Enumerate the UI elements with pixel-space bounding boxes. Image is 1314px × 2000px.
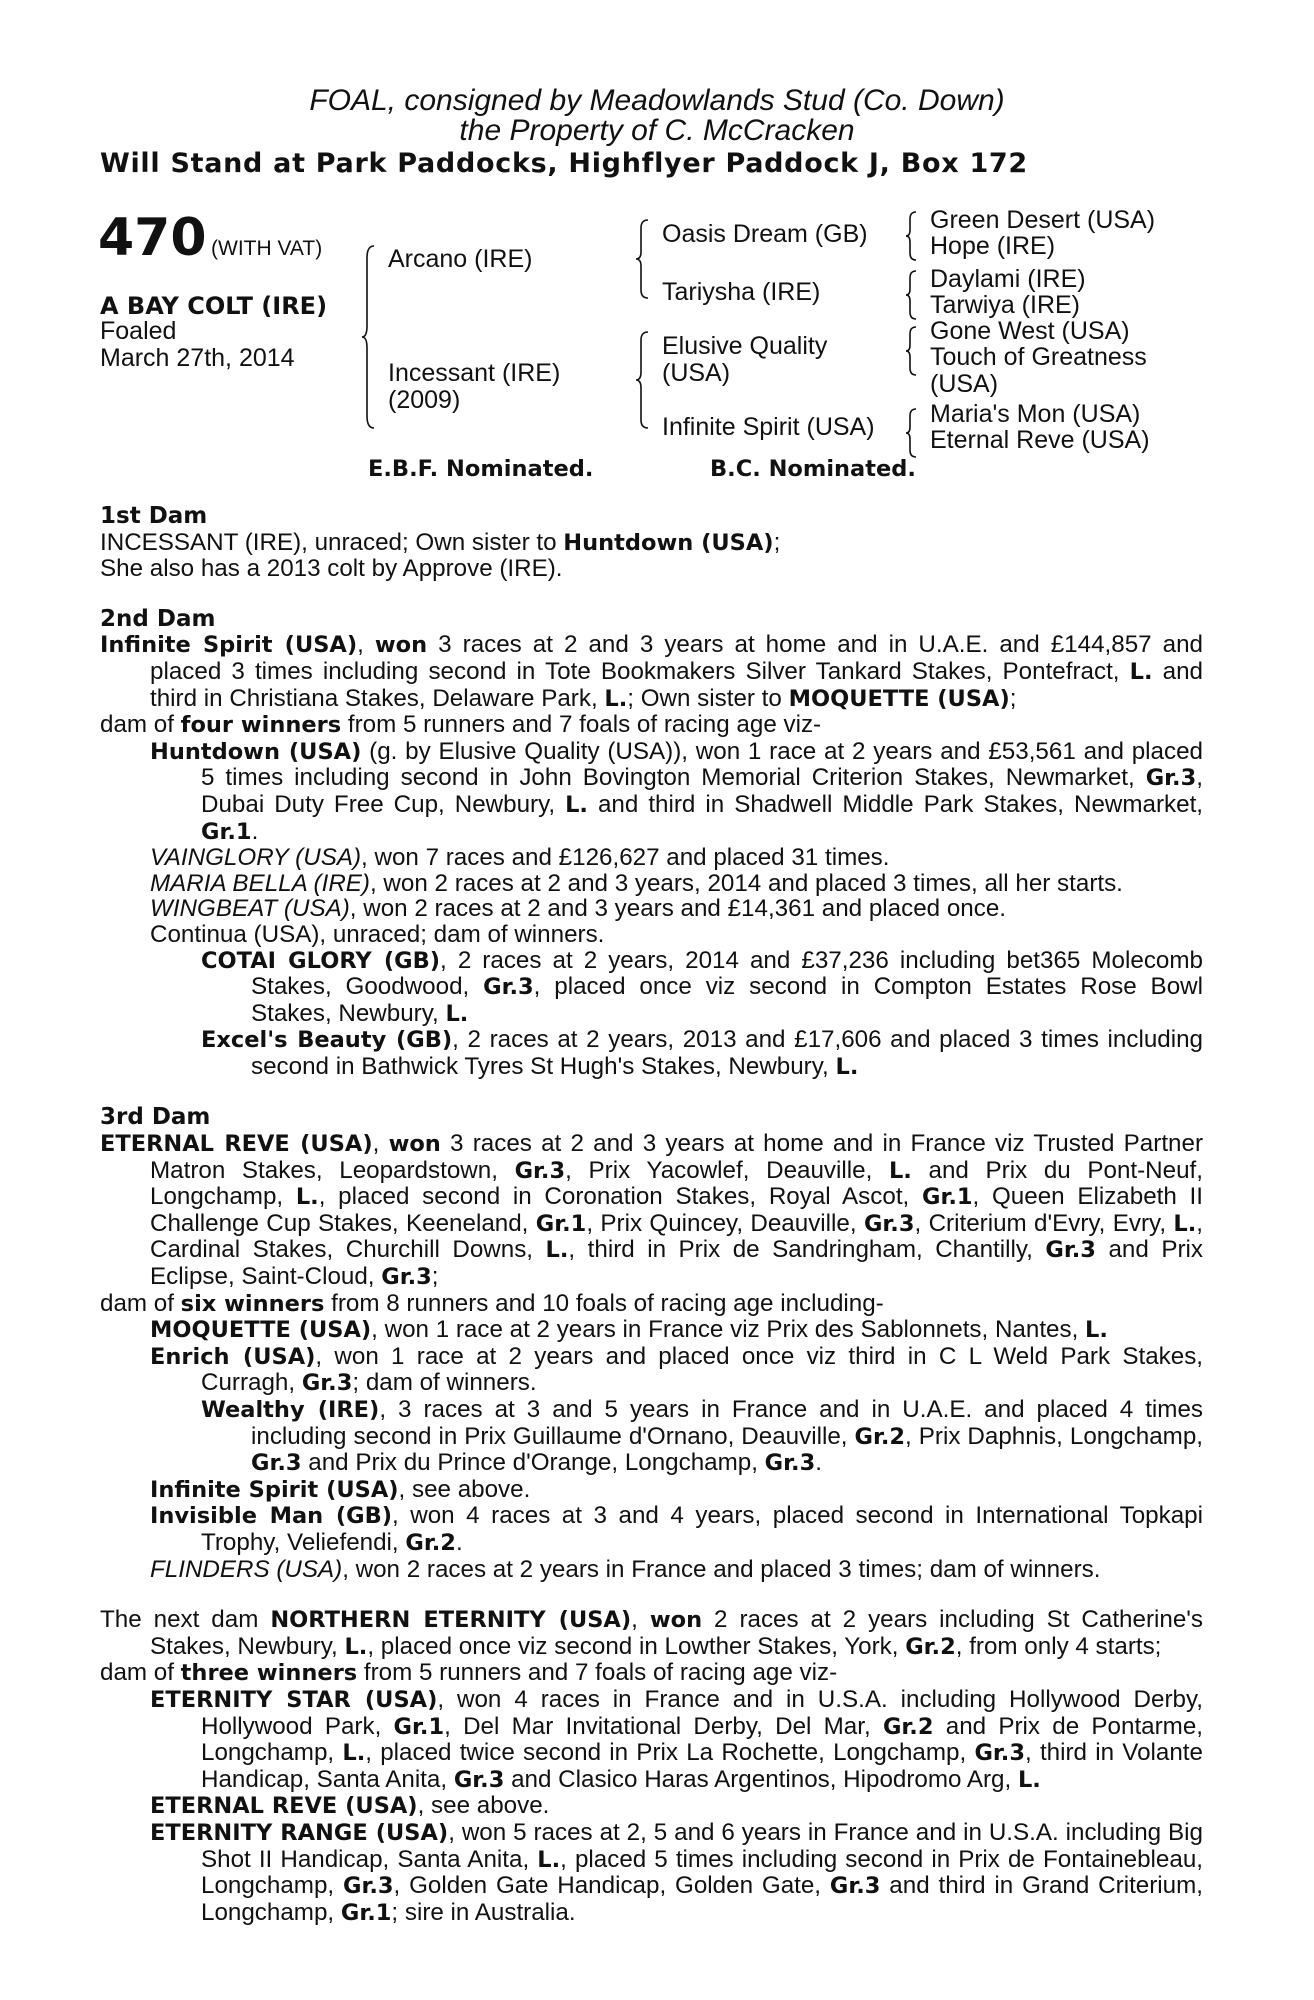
dam3-heading: 3rd Dam: [100, 1104, 211, 1131]
dam-year: (2009): [388, 386, 461, 414]
ggd-3b: (USA): [930, 370, 999, 398]
dam2-produce-1: Huntdown (USA) (g. by Elusive Quality (USA)), won 1 race at 2 years and £53,561 and placed 5 times including second in John Bovington Memorial Criterion Stakes, Newmarket, Gr.3, Dubai Duty Free Cup, Newbury, L. and third in Shadwell Middle Park Stakes, Newmarket, Gr.1.: [150, 737, 1204, 845]
next-dam-entry: The next dam NORTHERN ETERNITY (USA), won 2 races at 2 years including St Catherine's Stakes, Newbury, L., placed once viz second in Lowther Stakes, York, Gr.2, from only 4 starts;: [100, 1606, 1204, 1660]
brace-gen1: [362, 244, 376, 435]
dam3-entry: ETERNAL REVE (USA), won 3 races at 2 and 3 years at home and in France viz Trusted Partner Matron Stakes, Leopardstown, Gr.3, Prix Yacowlef, Deauville, L. and Prix du Pont-Neuf, Longchamp, L., placed second in Coronation Stakes, Royal Ascot, Gr.1, Queen Elizabeth II Challenge Cup Stakes, Keeneland, Gr.1, Prix Quincey, Deauville, Gr.3, Criterium d'Evry, Evry, L., Cardinal Stakes, Churchill Downs, L., third in Prix de Sandringham, Chantilly, Gr.3 and Prix Eclipse, Saint-Cloud, Gr.3;: [100, 1130, 1204, 1291]
brace-dam: [636, 330, 650, 435]
dam3-produce-intro: dam of six winners from 8 runners and 10 foals of racing age including-: [100, 1289, 884, 1317]
dam3-produce-4: Invisible Man (GB), won 4 races at 3 and 4 years, placed second in International Topkapi Trophy, Veliefendi, Gr.2.: [150, 1502, 1203, 1556]
dam2-produce-4: WINGBEAT (USA), won 2 races at 2 and 3 years and £14,361 and placed once.: [150, 895, 1006, 923]
brace-sd: [906, 269, 918, 326]
sire-name: Arcano (IRE): [388, 245, 533, 273]
foaled-date: March 27th, 2014: [100, 344, 295, 372]
dam2-produce-intro: dam of four winners from 5 runners and 7 foals of racing age viz-: [100, 711, 822, 739]
property-line: the Property of C. McCracken: [459, 114, 855, 147]
next-dam-produce-3: ETERNITY RANGE (USA), won 5 races at 2, 5 and 6 years in France and in U.S.A. including Big Shot II Handicap, Santa Anita, L., placed 5 times including second in Prix de Fontainebleau, Longchamp, Gr.3, Golden Gate Handicap, Golden Gate, Gr.3 and third in Grand Criterium, Longchamp, Gr.1; sire in Australia.: [150, 1818, 1203, 1926]
stand-location-line: Will Stand at Park Paddocks, Highflyer Paddock J, Box 172: [100, 148, 1028, 179]
foaled-label: Foaled: [100, 317, 177, 345]
lot-number: 470: [98, 208, 207, 268]
dam3-produce-1: MOQUETTE (USA), won 1 race at 2 years in France viz Prix des Sablonnets, Nantes, L.: [150, 1316, 1108, 1344]
dam1-heading: 1st Dam: [100, 503, 208, 529]
ebf-nominated: E.B.F. Nominated.: [368, 456, 594, 482]
dam2-entry: Infinite Spirit (USA), won 3 races at 2 and 3 years at home and in U.A.E. and £144,857 and placed 3 times including second in Tote Bookmakers Silver Tankard Stakes, Pontefract, L. and third in Christiana Stakes, Delaware Park, L.; Own sister to MOQUETTE (USA);: [100, 631, 1204, 712]
ggs-2: Daylami (IRE): [930, 265, 1086, 293]
dam2-heading: 2nd Dam: [100, 605, 216, 632]
dam2-produce-5: Continua (USA), unraced; dam of winners.: [150, 920, 605, 948]
lot-title: A BAY COLT (IRE): [100, 292, 328, 320]
dam1-text-2: She also has a 2013 colt by Approve (IRE).: [100, 555, 563, 583]
consignor-line: FOAL, consigned by Meadowlands Stud (Co. Down): [309, 84, 1005, 117]
dam-sire-name-1: Elusive Quality: [662, 332, 828, 360]
dam2-grand-2: Excel's Beauty (GB), 2 races at 2 years, 2013 and £17,606 and placed 3 times including second in Bathwick Tyres St Hugh's Stakes, Newbury, L.: [201, 1026, 1204, 1080]
ggs-1: Green Desert (USA): [930, 206, 1156, 234]
dam3-produce-5: FLINDERS (USA), won 2 races at 2 years in France and placed 3 times; dam of winners.: [150, 1555, 1101, 1583]
dam-sire-name-2: (USA): [662, 359, 731, 387]
ggs-4: Maria's Mon (USA): [930, 400, 1141, 428]
ggd-2: Tarwiya (IRE): [930, 291, 1081, 319]
brace-ds: [906, 325, 918, 382]
dam2-produce-3: MARIA BELLA (IRE), won 2 races at 2 and 3 years, 2014 and placed 3 times, all her starts.: [150, 869, 1123, 897]
dam1-text-1: INCESSANT (IRE), unraced; Own sister to Huntdown (USA);: [100, 528, 781, 556]
dam-dam-name: Infinite Spirit (USA): [662, 413, 875, 441]
dam3-produce-3: Infinite Spirit (USA), see above.: [150, 1475, 531, 1503]
ggd-4: Eternal Reve (USA): [930, 426, 1150, 454]
next-dam-produce-2: ETERNAL REVE (USA), see above.: [150, 1792, 550, 1820]
lot-number-block: [98, 208, 322, 268]
dam3-grand-1: Wealthy (IRE), 3 races at 3 and 5 years in France and in U.A.E. and placed 4 times including second in Prix Guillaume d'Ornano, Deauville, Gr.2, Prix Daphnis, Longchamp, Gr.3 and Prix du Prince d'Orange, Longchamp, Gr.3.: [201, 1396, 1203, 1477]
ggd-1: Hope (IRE): [930, 232, 1056, 260]
vat-label: (WITH VAT): [211, 237, 323, 260]
ggs-3: Gone West (USA): [930, 317, 1130, 345]
dam2-grand-1: COTAI GLORY (GB), 2 races at 2 years, 2014 and £37,236 including bet365 Molecomb Stakes, Goodwood, Gr.3, placed once viz second in Compton Estates Rose Bowl Stakes, Newbury, L.: [201, 946, 1203, 1027]
next-dam-produce-1: ETERNITY STAR (USA), won 4 races in France and in U.S.A. including Hollywood Derby, Hollywood Park, Gr.1, Del Mar Invitational Derby, Del Mar, Gr.2 and Prix de Pontarme, Longchamp, L., placed twice second in Prix La Rochette, Longchamp, Gr.3, third in Volante Handicap, Santa Anita, Gr.3 and Clasico Haras Argentinos, Hipodromo Arg, L.: [150, 1685, 1204, 1793]
catalogue-body: [100, 504, 1203, 1926]
brace-ss: [906, 210, 918, 267]
brace-sire: [636, 218, 650, 305]
dam3-produce-2: Enrich (USA), won 1 race at 2 years and placed once viz third in C L Weld Park Stakes, Curragh, Gr.3; dam of winners.: [150, 1342, 1204, 1397]
dam2-produce-2: VAINGLORY (USA), won 7 races and £126,627 and placed 31 times.: [150, 844, 890, 872]
ggd-3a: Touch of Greatness: [930, 343, 1147, 371]
sire-dam-name: Tariysha (IRE): [662, 278, 821, 306]
bc-nominated: B.C. Nominated.: [710, 456, 916, 482]
sire-sire-name: Oasis Dream (GB): [662, 220, 868, 248]
next-dam-produce-intro: dam of three winners from 5 runners and 7 foals of racing age viz-: [100, 1659, 838, 1687]
dam-name: Incessant (IRE): [388, 359, 561, 387]
